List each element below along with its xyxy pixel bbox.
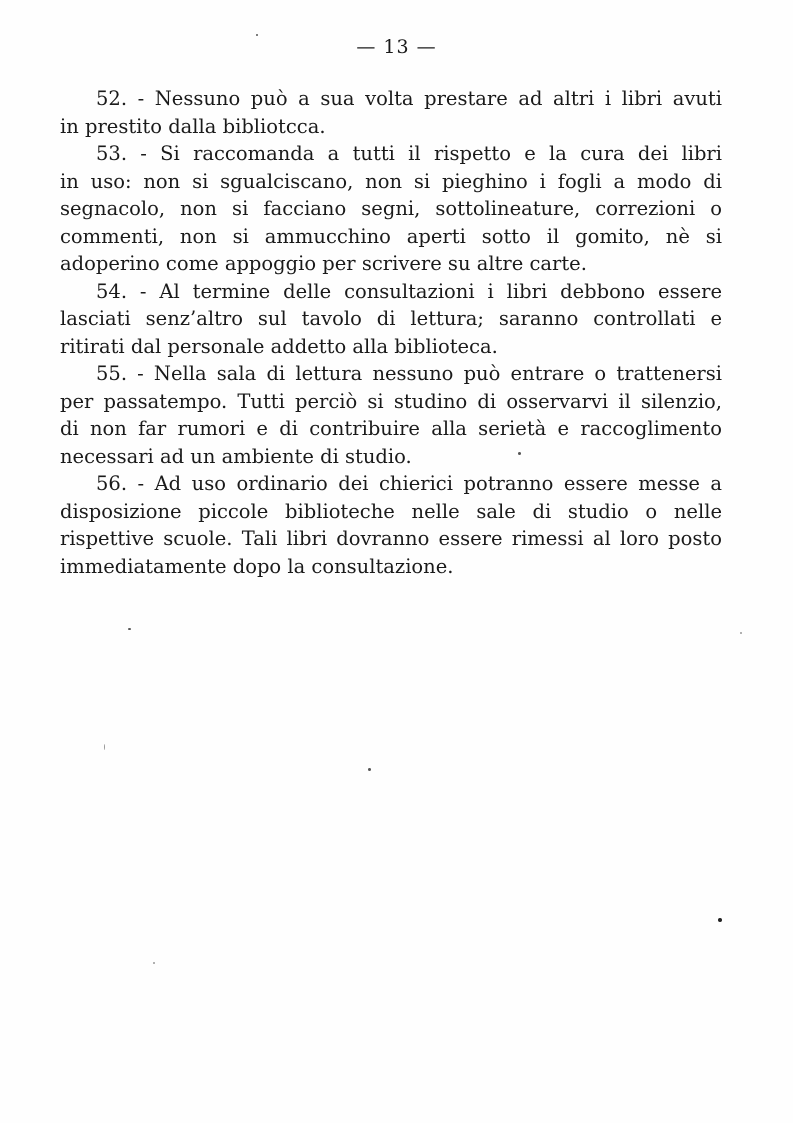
paragraph-52 xyxy=(60,85,722,140)
text-line: rispettive scuole. Tali libri dovranno essere rimessi al loro posto xyxy=(60,527,722,550)
scan-speck xyxy=(104,744,105,750)
text-line: 55. - Nella sala di lettura nessuno può entrare o trattenersi xyxy=(96,362,722,385)
text-line: commenti, non si ammucchino aperti sotto il gomito, nè si xyxy=(60,224,722,248)
scan-speck xyxy=(718,918,722,922)
text-line: in uso: non si sgualciscano, non si pieghino i fogli a modo di xyxy=(60,169,722,193)
text-line: per passatempo. Tutti perciò si studino di osservarvi il silenzio, xyxy=(60,389,722,413)
paragraph-53 xyxy=(60,140,722,278)
text-line: immediatamente dopo la consultazione. xyxy=(60,554,454,578)
scan-speck xyxy=(256,34,258,36)
text-line: ritirati dal personale addetto alla biblioteca. xyxy=(60,334,498,358)
text-line: disposizione piccole biblioteche nelle sale di studio o nelle xyxy=(60,499,722,523)
text-line: adoperino come appoggio per scrivere su altre carte. xyxy=(60,252,587,275)
page-number: — 13 — xyxy=(356,36,437,58)
scan-speck xyxy=(518,452,521,455)
text-line: 54. - Al termine delle consultazioni i libri debbono essere xyxy=(96,279,722,303)
text-line: in prestito dalla bibliotcca. xyxy=(60,114,326,138)
paragraph-54 xyxy=(60,278,722,361)
text-line: lasciati senz’altro sul tavolo di lettura; saranno controllati e xyxy=(60,307,722,330)
paragraph-56 xyxy=(60,470,722,580)
scan-speck xyxy=(128,628,131,630)
text-line: 52. - Nessuno può a sua volta prestare ad altri i libri avuti xyxy=(96,87,722,110)
scan-speck xyxy=(740,632,742,634)
paragraph-55 xyxy=(60,360,722,470)
text-line: di non far rumori e di contribuire alla serietà e raccoglimento xyxy=(60,417,722,440)
text-line: segnacolo, non si facciano segni, sottolineature, correzioni o xyxy=(60,197,722,220)
text-line: necessari ad un ambiente di studio. xyxy=(60,444,412,468)
regulations-text xyxy=(60,85,722,580)
text-line: 53. - Si raccomanda a tutti il rispetto e la cura dei libri xyxy=(96,142,722,165)
scan-speck xyxy=(368,768,371,771)
text-line: 56. - Ad uso ordinario dei chierici potranno essere messe a xyxy=(96,472,722,495)
scan-speck xyxy=(153,962,155,964)
